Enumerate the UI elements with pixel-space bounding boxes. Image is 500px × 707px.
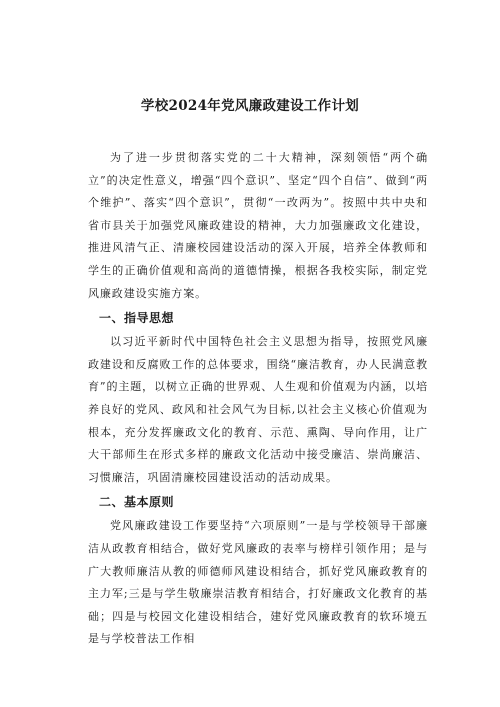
document-title: 学校2024年党风廉政建设工作计划	[140, 98, 360, 114]
section-body-basic-principles: 党风廉政建设工作要坚持“六项原则”一是与学校领导干部廉洁从政教育相结合，做好党风廉政的表率与榜样引领作用；是与广大教师廉洁从教的师德师风建设相结合，抓好党风廉政教育的主力军;三是与学生敬廉崇洁教育相结合，打好廉政文化教育的基础；四是与校园文化建设相结合，建好党风廉政教育的软环境五是与学校普法工作相	[88, 519, 428, 646]
section-body-guiding-ideology: 以习近平新时代中国特色社会主义思想为指导，按照党风廉政建设和反腐败工作的总体要求，围绕“廉洁教育，办人民满意教育”的主题，以树立正确的世界观、人生观和价值观为内涵，以培养良好的党风、政风和社会风气为目标,以社会主义核心价值观为根本，充分发挥廉政文化的教育、示范、熏陶、导向作用，让广大干部师生在形式多样的廉政文化活动中接受廉洁、崇尚廉洁、习惯廉洁，巩固清廉校园建设活动的活动成果。	[88, 335, 428, 484]
section-heading-guiding-ideology: 一、指导思想	[99, 311, 175, 326]
document-body	[88, 147, 428, 651]
section-heading-basic-principles: 二、基本原则	[99, 495, 175, 510]
intro-paragraph: 为了进一步贯彻落实党的二十大精神，深刻领悟“两个确立”的决定性意义，增强“四个意识”、坚定“四个自信”、做到“两个维护”、落实“四个意识”，贯彻“一改两为”。按照中共中央和省市县关于加强党风廉政建设的精神，大力加强廉政文化建设，推进风清气正、清廉校园建设活动的深入开展，培养全体教师和学生的正确价值观和高尚的道德情操，根据各我校实际，制定党风廉政建设实施方案。	[88, 151, 428, 300]
